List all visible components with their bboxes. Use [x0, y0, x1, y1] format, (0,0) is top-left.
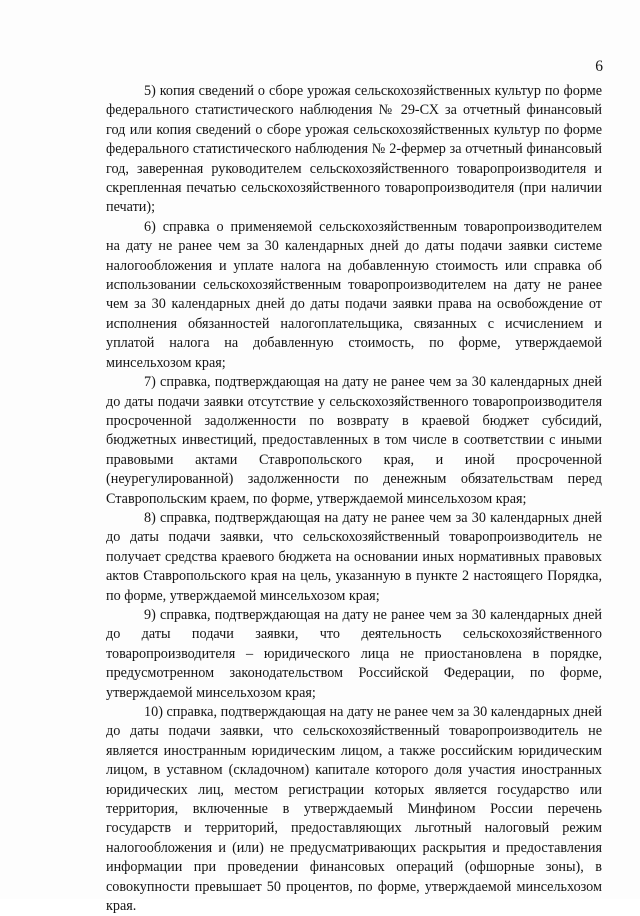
paragraph-item-6: 6) справка о применяемой сельскохозяйственным товаропроизводителем на дату не ранее чем за 30 календарных дней до даты подачи заявки системе налогообложения и уплате налога на добавленную стоимость или справка об использовании сельскохозяйственным товаропроизводителем на дату не ранее чем за 30 календарных дней до даты подачи заявки права на освобождение от исполнения обязанностей налогоплательщика, связанных с исчислением и уплатой налога на добавленную стоимость, по форме, утверждаемой минсельхозом края;: [106, 218, 602, 371]
paragraph-item-8: 8) справка, подтверждающая на дату не ранее чем за 30 календарных дней до даты подачи заявки, что сельскохозяйственный товаропроизводитель не получает средства краевого бюджета на основании иных нормативных правовых актов Ставропольского края на цель, указанную в пункте 2 настоящего Порядка, по форме, утверждаемой минсельхозом края;: [106, 509, 602, 604]
page-number: 6: [595, 58, 603, 75]
document-body: [106, 82, 602, 916]
paragraph-item-5: 5) копия сведений о сборе урожая сельскохозяйственных культур по форме федерального статистического наблюдения № 29-СХ за отчетный финансовый год или копия сведений о сборе урожая сельскохозяйственных культур по форме федерального статистического наблюдения № 2-фермер за отчетный финансовый год, заверенная руководителем сельскохозяйственного товаропроизводителя и скрепленная печатью сельскохозяйственного товаропроизводителя (при наличии печати);: [106, 83, 602, 216]
paragraph-item-7: 7) справка, подтверждающая на дату не ранее чем за 30 календарных дней до даты подачи заявки отсутствие у сельскохозяйственного товаропроизводителя просроченной задолженности по возврату в краевой бюджет субсидий, бюджетных инвестиций, предоставленных в том числе в соответствии с иными правовыми актами Ставропольского края, и иной просроченной (неурегулированной) задолженности по денежным обязательствам перед Ставропольским краем, по форме, утверждаемой минсельхозом края;: [106, 374, 602, 507]
paragraph-item-10: 10) справка, подтверждающая на дату не ранее чем за 30 календарных дней до даты подачи заявки, что сельскохозяйственный товаропроизводитель не является иностранным юридическим лицом, а также российским юридическим лицом, в уставном (складочном) капитале которого доля участия иностранных юридических лиц, местом регистрации которых является государство или территория, включенные в утверждаемый Минфином России перечень государств и территорий, предоставляющих льготный налоговый режим налогообложения и (или) не предусматривающих раскрытия и предоставления информации при проведении финансовых операций (офшорные зоны), в совокупности превышает 50 процентов, по форме, утверждаемой минсельхозом края.: [106, 704, 602, 915]
paragraph-item-9: 9) справка, подтверждающая на дату не ранее чем за 30 календарных дней до даты подачи заявки, что деятельность сельскохозяйственного товаропроизводителя – юридического лица не приостановлена в порядке, предусмотренном законодательством Российской Федерации, по форме, утверждаемой минсельхозом края;: [106, 606, 602, 701]
